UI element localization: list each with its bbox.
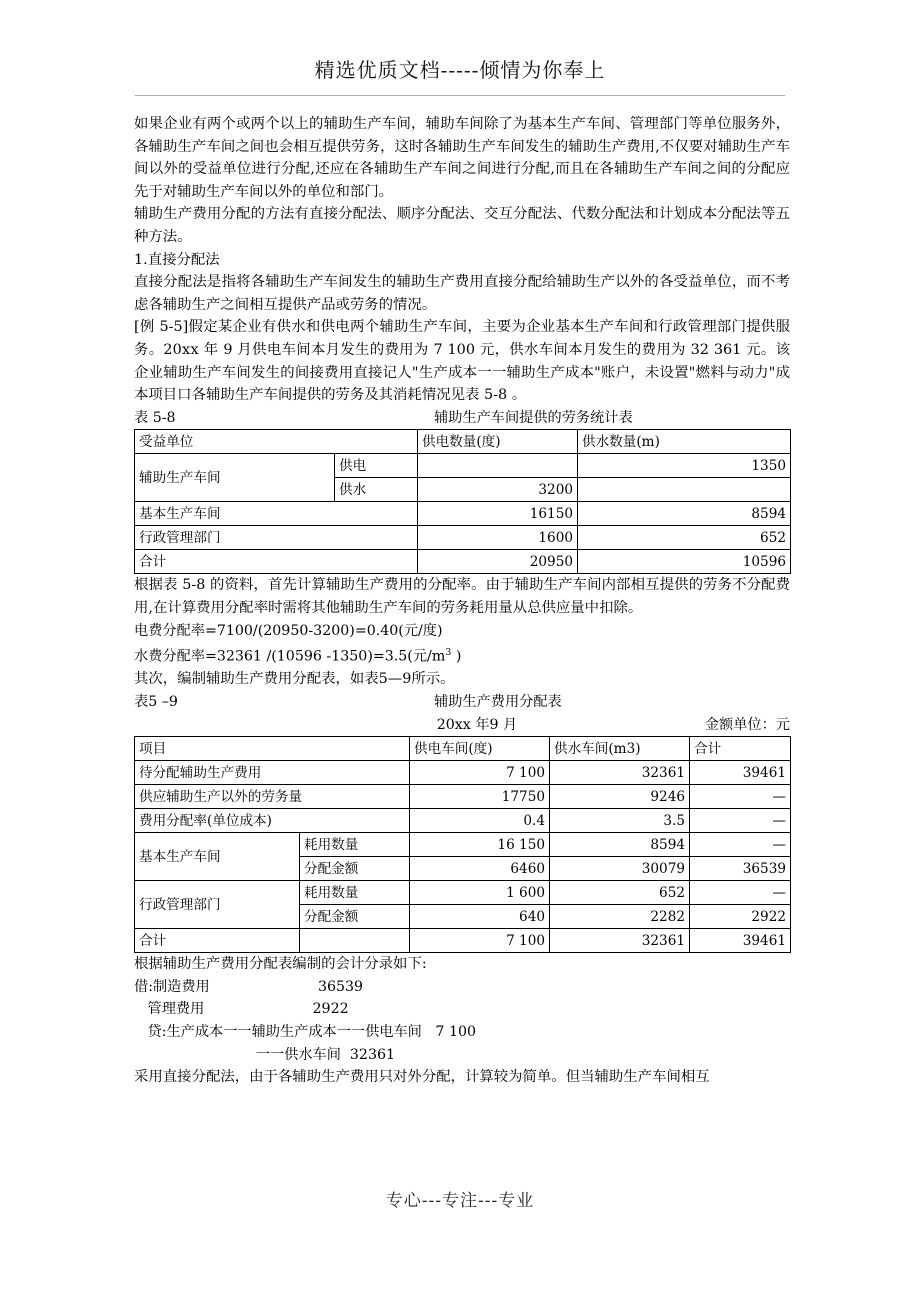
table59-row0-name: 待分配辅助生产费用: [135, 761, 410, 785]
journal-entry-debit-manufacturing: 借:制造费用 36539: [134, 978, 364, 995]
header-divider: [135, 95, 785, 96]
table59-header-water: 供水车间(m3): [550, 737, 690, 761]
table59-row5-name: 行政管理部门: [135, 881, 300, 929]
journal-entry-credit-water: 一一供水车间 32361: [134, 1046, 396, 1063]
table59-row0-elec: 7 100: [410, 761, 550, 785]
table58-row0-water: 1350: [578, 454, 791, 478]
table59-row5-sub: 耗用数量: [300, 881, 410, 905]
table58-row1-sub: 供水: [335, 478, 418, 502]
formula-water-rate-main: 水费分配率=32361 /(10596 -1350)=3.5(元/m: [134, 648, 446, 665]
table58-row1-water: [578, 478, 791, 502]
table58-caption: [134, 407, 790, 430]
table58-row2-elec: 16150: [418, 502, 578, 526]
table58-row4-water: 10596: [578, 550, 791, 574]
table-row: [135, 809, 791, 833]
table59-row2-elec: 0.4: [410, 809, 550, 833]
table59-caption: [134, 691, 790, 714]
table58-label: 表 5-8: [134, 409, 176, 426]
paragraph-conclusion: 采用直接分配法，由于各辅助生产费用只对外分配，计算较为简单。但当辅助生产车间相互: [134, 1069, 710, 1086]
table59-row4-water: 30079: [550, 857, 690, 881]
table59-row5-total: —: [690, 881, 791, 905]
table-row: [135, 502, 791, 526]
table59-row4-elec: 6460: [410, 857, 550, 881]
table59-header-elec: 供电车间(度): [410, 737, 550, 761]
table59-row2-name: 费用分配率(单位成本): [135, 809, 410, 833]
heading-direct-allocation: 1.直接分配法: [134, 251, 220, 268]
table58-row0-elec: [418, 454, 578, 478]
table59-label: 表5 –9: [134, 694, 178, 711]
table59-header-item: 项目: [135, 737, 410, 761]
paragraph-next-step: 其次，编制辅助生产费用分配表，如表5—9所示。: [134, 671, 455, 688]
table59-row3-name: 基本生产车间: [135, 833, 300, 881]
formula-water-rate: [134, 642, 790, 668]
table59-row2-total: —: [690, 809, 791, 833]
table59-row6-total: 2922: [690, 905, 791, 929]
table58-row0-sub: 供电: [335, 454, 418, 478]
paragraph-journal-intro: 根据辅助生产费用分配表编制的会计分录如下:: [134, 956, 427, 973]
table58-row3-elec: 1600: [418, 526, 578, 550]
table-row: [135, 454, 791, 478]
table58-header-elec: 供电数量(度): [418, 430, 578, 454]
paragraph-intro: 如果企业有两个或两个以上的辅助生产车间，辅助车间除了为基本生产车间、管理部门等单位服务外，各辅助生产车间之间也会相互提供劳务，这时各辅助生产车间发生的辅助生产费用,不仅要对辅助生产车间以外的受益单位进行分配,还应在各辅助生产车间之间进行分配,而且在各辅助生产车间之间的分配应先于对辅助生产车间以外的单位和部门。: [134, 116, 790, 200]
page-footer: [0, 1186, 920, 1211]
table59-row1-elec: 17750: [410, 785, 550, 809]
journal-entry-debit-admin: 管理费用 2922: [134, 1001, 349, 1018]
table58-row4-name: 合计: [135, 550, 418, 574]
table59-row6-elec: 640: [410, 905, 550, 929]
table59-row7-water: 32361: [550, 929, 690, 953]
table59-row7-sub: [300, 929, 410, 953]
journal-entry-credit-elec: 贷:生产成本一一辅助生产成本一一供电车间 7 100: [134, 1023, 477, 1040]
table59-row7-elec: 7 100: [410, 929, 550, 953]
table-row-header: [135, 737, 791, 761]
table-row: [135, 833, 791, 857]
table-row: [135, 526, 791, 550]
table59-row6-sub: 分配金额: [300, 905, 410, 929]
header-title: 精选优质文档-----倾情为你奉上: [314, 58, 606, 82]
paragraph-direct-definition: 直接分配法是指将各辅助生产车间发生的辅助生产费用直接分配给辅助生产以外的各受益单位，而不考虑各辅助生产之间相互提供产品或劳务的情况。: [134, 274, 790, 313]
table59-row0-water: 32361: [550, 761, 690, 785]
table58-header-unit: 受益单位: [135, 430, 418, 454]
page-header: [0, 58, 920, 82]
table59-subcaption-row: [134, 714, 790, 737]
table59-row5-elec: 1 600: [410, 881, 550, 905]
table59-row2-water: 3.5: [550, 809, 690, 833]
table59-row5-water: 652: [550, 881, 690, 905]
table59-row3-elec: 16 150: [410, 833, 550, 857]
formula-water-rate-tail: ): [451, 648, 462, 665]
table-5-8: [134, 429, 791, 574]
paragraph-example-55: [例 5-5]假定某企业有供水和供电两个辅助生产车间，主要为企业基本生产车间和行政管理部门提供服务。20ⅹⅹ 年 9 月供电车间本月发生的费用为 7 100 元，供水车间本月发生的费用为 32 361 元。该企业辅助生产车间发生的间接费用直接记人"生产成本一一辅助生产成本"账户，未设置"燃料与动力"成本项目口各辅助生产车间提供的劳务及其消耗情况见表 5-8 。: [134, 319, 790, 404]
table58-row4-elec: 20950: [418, 550, 578, 574]
table59-row7-name: 合计: [135, 929, 300, 953]
formula-electricity-rate: 电费分配率=7100/(20950-3200)=0.40(元/度): [134, 622, 443, 639]
table59-row7-total: 39461: [690, 929, 791, 953]
document-body: [134, 113, 790, 1089]
table59-row1-water: 9246: [550, 785, 690, 809]
table-row-total: [135, 550, 791, 574]
table59-row0-total: 39461: [690, 761, 791, 785]
table59-row3-sub: 耗用数量: [300, 833, 410, 857]
table59-row6-water: 2282: [550, 905, 690, 929]
table58-row1-elec: 3200: [418, 478, 578, 502]
table59-row4-sub: 分配金额: [300, 857, 410, 881]
table-row: [135, 785, 791, 809]
table59-title: 辅助生产费用分配表: [434, 694, 562, 711]
table59-row1-name: 供应辅助生产以外的劳务量: [135, 785, 410, 809]
table58-row0-name: 辅助生产车间: [135, 454, 335, 502]
formula-water-rate-exponent: 3: [445, 647, 452, 659]
table58-title: 辅助生产车间提供的劳务统计表: [434, 409, 633, 426]
table-5-9: [134, 736, 791, 953]
table59-row3-total: —: [690, 833, 791, 857]
table59-period: 20ⅹⅹ 年9 月: [436, 716, 518, 733]
paragraph-rate-explanation: 根据表 5-8 的资料，首先计算辅助生产费用的分配率。由于辅助生产车间内部相互提供的劳务不分配费用,在计算费用分配率时需将其他辅助生产车间的劳务耗用量从总供应量中扣除。: [134, 577, 790, 616]
table59-row1-total: —: [690, 785, 791, 809]
table59-unit-note: 金额单位：元: [704, 716, 790, 733]
table58-row2-name: 基本生产车间: [135, 502, 418, 526]
table59-row3-water: 8594: [550, 833, 690, 857]
table58-row3-name: 行政管理部门: [135, 526, 418, 550]
table58-row3-water: 652: [578, 526, 791, 550]
table-row: [135, 761, 791, 785]
table-row-header: [135, 430, 791, 454]
table-row-total: [135, 929, 791, 953]
table-row: [135, 881, 791, 905]
paragraph-methods: 辅助生产费用分配的方法有直接分配法、顺序分配法、交互分配法、代数分配法和计划成本分配法等五种方法。: [134, 206, 790, 245]
table59-row4-total: 36539: [690, 857, 791, 881]
table58-header-water: 供水数量(m): [578, 430, 791, 454]
table59-header-total: 合计: [690, 737, 791, 761]
table58-row2-water: 8594: [578, 502, 791, 526]
footer-title: 专心---专注---专业: [385, 1191, 535, 1211]
